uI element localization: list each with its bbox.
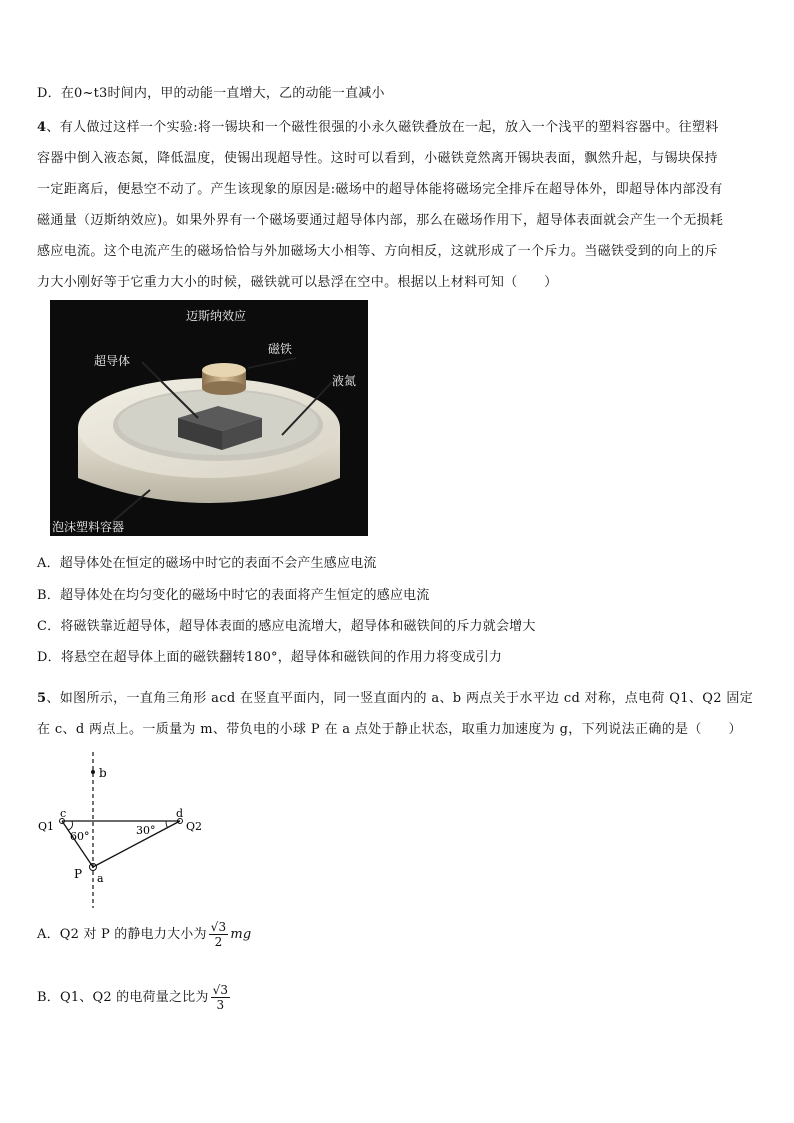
q5-option-b-prefix: B．: [37, 990, 60, 1005]
prev-option-d: D．在0~t3时间内，甲的动能一直增大，乙的动能一直减小: [37, 86, 385, 101]
label-c: c: [60, 807, 67, 820]
q4-line-1: [37, 116, 719, 135]
q5-line-2: 在 c、d 两点上。一质量为 m、带负电的小球 P 在 a 点处于静止状态，取重力加速度为 g，下列说法正确的是（ ）: [37, 722, 742, 737]
label-magnet: 磁铁: [268, 342, 293, 356]
q5-text-1: 、如图所示，一直角三角形 acd 在竖直平面内，同一竖直面内的 a、b 两点关于水平边 cd 对称，点电荷 Q1、Q2 固定: [46, 691, 754, 706]
q5-option-b: [37, 983, 232, 1012]
q5-option-b-numerator: √3: [212, 983, 229, 997]
label-foam-container: 泡沫塑料容器: [52, 520, 125, 534]
q4-line-6: 力大小刚好等于它重力大小的时候，磁铁就可以悬浮在空中。根据以上材料可知（ ）: [37, 275, 558, 290]
q4-option-d: D．将悬空在超导体上面的磁铁翻转180°，超导体和磁铁间的作用力将变成引力: [37, 650, 503, 665]
label-p: P: [74, 867, 83, 881]
meissner-effect-photo: [50, 300, 368, 536]
q5-option-a-prefix: A．: [37, 927, 60, 942]
label-b: b: [99, 766, 107, 780]
q5-option-a-numerator: √3: [210, 920, 227, 934]
q5-option-a: [37, 920, 251, 949]
q4-line-3: 一定距离后，便悬空不动了。产生该现象的原因是:磁场中的超导体能将磁场完全排斥在超导体外，即超导体内部没有: [37, 182, 723, 197]
label-q2: Q2: [186, 820, 203, 833]
q4-line-5: 感应电流。这个电流产生的磁场恰恰与外加磁场大小相等、方向相反，这就形成了一个斥力。当磁铁受到的向上的斥: [37, 244, 718, 259]
q5-option-a-fraction: [209, 920, 229, 949]
q5-option-a-text: Q2 对 P 的静电力大小为: [59, 927, 207, 942]
label-angle-60: 60°: [70, 830, 90, 843]
label-liquid-nitrogen: 液氮: [332, 374, 357, 388]
q4-text-1: 、有人做过这样一个实验:将一锡块和一个磁性很强的小永久磁铁叠放在一起，放入一个浅平的塑料容器中。往塑料: [46, 120, 719, 135]
label-superconductor: 超导体: [94, 354, 131, 368]
q5-option-b-fraction: [211, 983, 231, 1012]
q4-line-2: 容器中倒入液态氮，降低温度，使锡出现超导性。这时可以看到，小磁铁竟然离开锡块表面，飘然升起，与锡块保持: [37, 151, 718, 166]
q5-line-1: [37, 687, 753, 706]
q4-option-c: C．将磁铁靠近超导体，超导体表面的感应电流增大，超导体和磁铁间的斥力就会增大: [37, 619, 536, 634]
photo-title: 迈斯纳效应: [186, 309, 247, 323]
q5-option-a-suffix: mg: [230, 927, 252, 942]
q4-option-b: B．超导体处在均匀变化的磁场中时它的表面将产生恒定的感应电流: [37, 588, 430, 603]
label-angle-30: 30°: [136, 824, 156, 837]
q5-option-b-text: Q1、Q2 的电荷量之比为: [59, 990, 209, 1005]
label-d: d: [176, 807, 184, 820]
q4-option-a: A．超导体处在恒定的磁场中时它的表面不会产生感应电流: [37, 556, 377, 571]
label-q1: Q1: [38, 820, 55, 833]
triangle-diagram: [30, 752, 220, 912]
q5-number: 5: [37, 691, 47, 706]
label-a: a: [97, 872, 104, 885]
q5-option-a-denominator: 2: [214, 935, 223, 949]
q4-line-4: 磁通量（迈斯纳效应)。如果外界有一个磁场要通过超导体内部，那么在磁场作用下，超导体表面就会产生一个无损耗: [37, 213, 724, 228]
q5-option-b-denominator: 3: [216, 998, 225, 1012]
meissner-illustration: [50, 300, 368, 536]
q4-number: 4: [37, 120, 47, 135]
